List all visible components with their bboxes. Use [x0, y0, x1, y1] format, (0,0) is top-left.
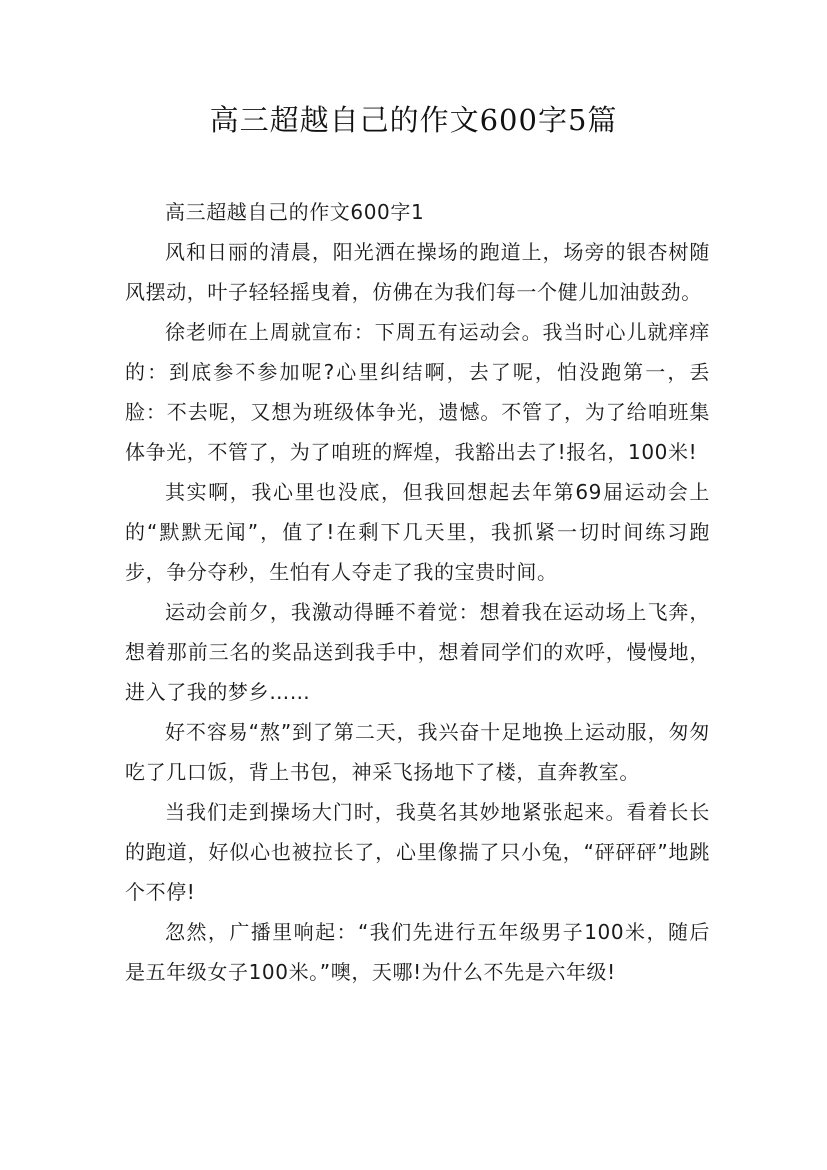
- paragraph-4: 运动会前夕，我激动得睡不着觉：想着我在运动场上飞奔，想着那前三名的奖品送到我手中，想着同学们的欢呼，慢慢地，进入了我的梦乡……: [125, 600, 710, 704]
- paragraph-1: 风和日丽的清晨，阳光洒在操场的跑道上，场旁的银杏树随风摆动，叶子轻轻摇曳着，仿佛在为我们每一个健儿加油鼓劲。: [125, 240, 710, 304]
- document-title: 高三超越自己的作文600字5篇: [209, 103, 618, 137]
- paragraph-5: 好不容易“熬”到了第二天，我兴奋十足地换上运动服，匆匆吃了几口饭，背上书包，神采飞扬地下了楼，直奔教室。: [125, 720, 710, 784]
- paragraph-6: 当我们走到操场大门时，我莫名其妙地紧张起来。看着长长的跑道，好似心也被拉长了，心里像揣了只小兔，“砰砰砰”地跳个不停!: [125, 800, 710, 904]
- paragraph-3: 其实啊，我心里也没底，但我回想起去年第69届运动会上的“默默无闻”，值了!在剩下几天里，我抓紧一切时间练习跑步，争分夺秒，生怕有人夺走了我的宝贵时间。: [125, 480, 710, 584]
- document-body: [125, 192, 710, 992]
- paragraph-7: 忽然，广播里响起：“我们先进行五年级男子100米，随后是五年级女子100米。”噢，天哪!为什么不先是六年级!: [125, 920, 710, 984]
- paragraph-2: 徐老师在上周就宣布：下周五有运动会。我当时心儿就痒痒的：到底参不参加呢?心里纠结啊，去了呢，怕没跑第一，丢脸：不去呢，又想为班级体争光，遗憾。不管了，为了给咱班集体争光，不管了，为了咱班的辉煌，我豁出去了!报名，100米!: [125, 320, 710, 464]
- essay-subheading: 高三超越自己的作文600字1: [165, 200, 425, 224]
